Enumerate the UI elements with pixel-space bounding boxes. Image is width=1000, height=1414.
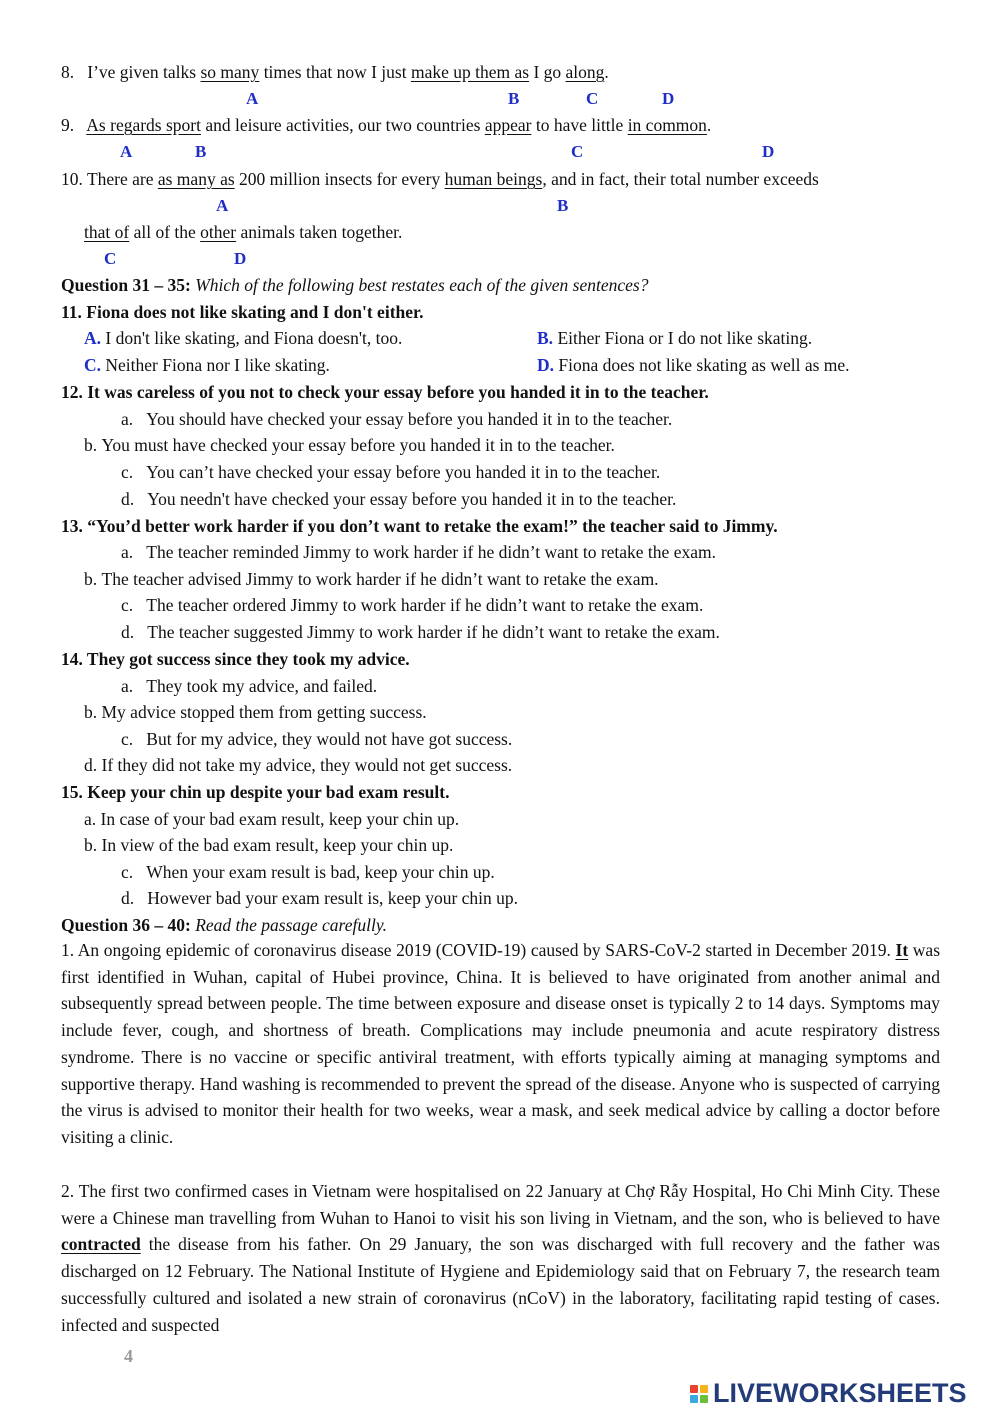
question-number: 8. bbox=[61, 62, 75, 82]
label-c: C bbox=[571, 142, 584, 161]
option-c[interactable]: c. You can’t have checked your essay before you handed it in to the teacher. bbox=[121, 462, 661, 482]
section-instruction: Which of the following best restates each of the given sentences? bbox=[195, 275, 649, 295]
label-b: B bbox=[195, 142, 207, 161]
question-9: 9. As regards sport and leisure activities, our two countries appear to have little in common. bbox=[61, 115, 712, 135]
highlighted-word-contracted: contracted bbox=[61, 1234, 141, 1255]
question-13-stem: 13. “You’d better work harder if you don’t want to retake the exam!” the teacher said to Jimmy. bbox=[61, 516, 778, 536]
label-a: A bbox=[246, 89, 259, 108]
logo-text: LIVEWORKSHEETS bbox=[713, 1378, 967, 1408]
option-c[interactable]: c. But for my advice, they would not have got success. bbox=[121, 729, 513, 749]
option-b[interactable]: b. My advice stopped them from getting success. bbox=[84, 702, 427, 722]
section-title: Question 31 – 35: bbox=[61, 275, 191, 295]
option-a[interactable]: a. They took my advice, and failed. bbox=[121, 676, 378, 696]
underlined-part-a: As regards sport bbox=[86, 115, 201, 135]
underlined-part-a: so many bbox=[200, 62, 260, 82]
option-b[interactable]: B. Either Fiona or I do not like skating. bbox=[537, 328, 813, 348]
page-number: 4 bbox=[124, 1346, 133, 1366]
label-d: D bbox=[662, 89, 675, 108]
label-c: C bbox=[586, 89, 599, 108]
underlined-part-d: other bbox=[200, 222, 237, 242]
highlighted-word-it: It bbox=[895, 940, 909, 960]
paragraph-number: 2. bbox=[61, 1181, 75, 1201]
label-b: B bbox=[508, 89, 520, 108]
option-c[interactable]: c. The teacher ordered Jimmy to work harder if he didn’t want to retake the exam. bbox=[121, 595, 704, 615]
option-d[interactable]: d. The teacher suggested Jimmy to work harder if he didn’t want to retake the exam. bbox=[121, 622, 720, 642]
option-d[interactable]: d. However bad your exam result is, keep your chin up. bbox=[121, 888, 519, 908]
label-a: A bbox=[216, 196, 229, 215]
label-d: D bbox=[762, 142, 775, 161]
section-title: Question 36 – 40: bbox=[61, 915, 191, 935]
option-b[interactable]: b. You must have checked your essay before you handed it in to the teacher. bbox=[84, 435, 615, 455]
option-c[interactable]: c. When your exam result is bad, keep your chin up. bbox=[121, 862, 495, 882]
liveworksheets-logo-icon bbox=[690, 1385, 708, 1403]
section-heading-31-35 bbox=[61, 274, 648, 296]
label-d: D bbox=[234, 249, 247, 268]
label-a: A bbox=[120, 142, 133, 161]
question-12-stem: 12. It was careless of you not to check your essay before you handed it in to the teacher. bbox=[61, 382, 709, 402]
underlined-part-b: make up them as bbox=[410, 62, 530, 82]
section-heading-36-40 bbox=[61, 914, 387, 936]
underlined-part-d: in common bbox=[627, 115, 707, 135]
underlined-part-a: as many as bbox=[157, 169, 235, 189]
question-8: 8. I’ve given talks so many times that now I just make up them as I go along. bbox=[61, 62, 609, 82]
label-b: B bbox=[557, 196, 569, 215]
underlined-part-b: human beings bbox=[444, 169, 543, 189]
option-b[interactable]: b. The teacher advised Jimmy to work harder if he didn’t want to retake the exam. bbox=[84, 569, 659, 589]
question-number: 10. bbox=[61, 169, 83, 189]
option-d[interactable]: D. Fiona does not like skating as well as me. bbox=[537, 355, 850, 375]
label-c: C bbox=[104, 249, 117, 268]
option-a[interactable]: a. You should have checked your essay before you handed it in to the teacher. bbox=[121, 409, 673, 429]
question-11-stem: 11. Fiona does not like skating and I don't either. bbox=[61, 302, 424, 322]
option-a[interactable]: A. I don't like skating, and Fiona doesn't, too. bbox=[84, 328, 403, 348]
option-a[interactable]: a. In case of your bad exam result, keep your chin up. bbox=[84, 809, 460, 829]
passage-paragraph-2: 2. The first two confirmed cases in Vietnam were hospitalised on 22 January at Chợ Rẫy Hospital, Ho Chi Minh City. These were a Chinese man travelling from Wuhan to Hanoi to visit his son living in Vietnam, and the son, who is believed to have contracted the disease from his father. On 29 January, the son was discharged with full recovery and the father was discharged on 12 February. The National Institute of Hygiene and Epidemiology said that on February 7, the research team successfully cultured and isolated a new strain of coronavirus (nCoV) in the laboratory, facilitating rapid testing of cases. infected and suspected bbox=[61, 1181, 940, 1335]
option-a[interactable]: a. The teacher reminded Jimmy to work harder if he didn’t want to retake the exam. bbox=[121, 542, 716, 562]
question-10: 10. There are as many as 200 million insects for every human beings, and in fact, their total number exceeds bbox=[61, 169, 819, 189]
question-10-continuation: that of all of the other animals taken together. bbox=[84, 222, 403, 242]
underlined-part-c: that of bbox=[84, 222, 130, 242]
question-15-stem: 15. Keep your chin up despite your bad exam result. bbox=[61, 782, 450, 802]
underlined-part-c: appear bbox=[484, 115, 532, 135]
option-b[interactable]: b. In view of the bad exam result, keep your chin up. bbox=[84, 835, 454, 855]
liveworksheets-logo bbox=[690, 1378, 967, 1409]
passage-paragraph-1: 1. An ongoing epidemic of coronavirus disease 2019 (COVID-19) caused by SARS-CoV-2 started in December 2019. It was first identified in Wuhan, capital of Hubei province, China. It is believed to have originated from another animal and subsequently spread between people. The time between exposure and disease onset is typically 2 to 14 days. Symptoms may include fever, cough, and shortness of breath. Complications may include pneumonia and acute respiratory distress syndrome. There is no vaccine or specific antiviral treatment, with efforts typically aiming at managing symptoms and supportive therapy. Hand washing is recommended to prevent the spread of the disease. Anyone who is suspected of carrying the virus is advised to monitor their health for two weeks, wear a mask, and seek medical advice by calling a doctor before visiting a clinic. bbox=[61, 940, 941, 1147]
section-instruction: Read the passage carefully. bbox=[195, 915, 387, 935]
question-number: 9. bbox=[61, 115, 75, 135]
paragraph-number: 1. bbox=[61, 940, 75, 960]
option-d[interactable]: d. If they did not take my advice, they would not get success. bbox=[84, 755, 513, 775]
option-c[interactable]: C. Neither Fiona nor I like skating. bbox=[84, 355, 330, 375]
question-14-stem: 14. They got success since they took my advice. bbox=[61, 649, 410, 669]
underlined-part-d: along bbox=[565, 62, 605, 82]
option-d[interactable]: d. You needn't have checked your essay before you handed it in to the teacher. bbox=[121, 489, 677, 509]
